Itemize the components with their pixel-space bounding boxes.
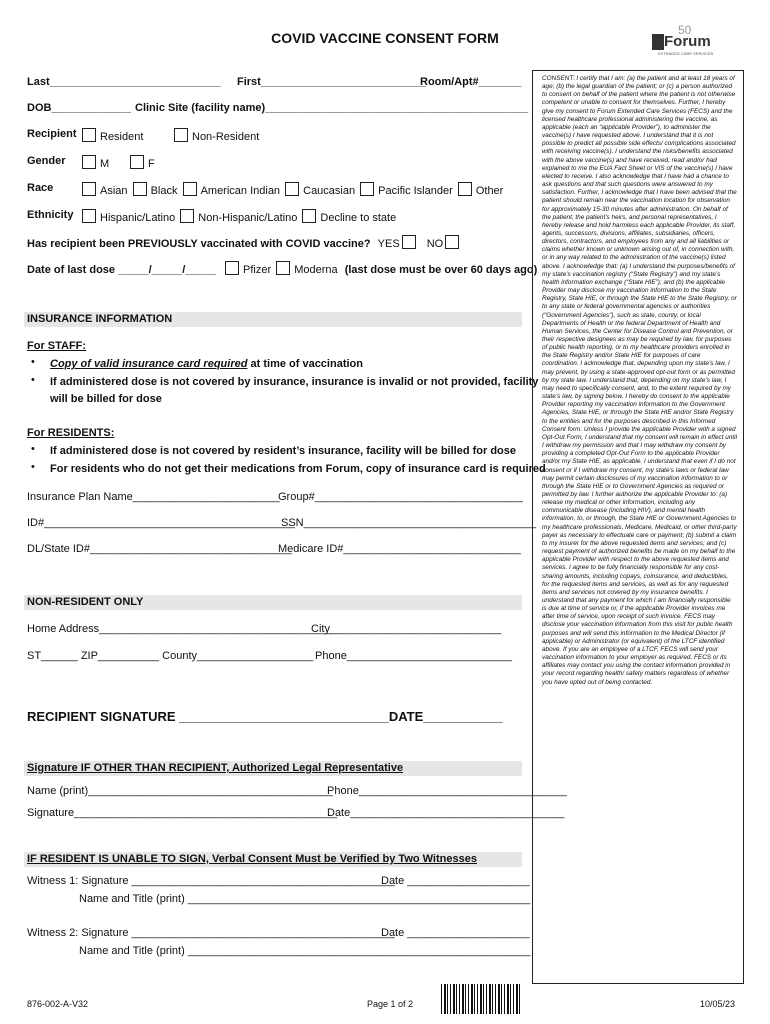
recipient-label: Recipient [27,128,77,140]
consent-box [532,70,744,984]
consent-text: CONSENT: I certify that I am: (a) the patient and at least 18 years of age; (b) the legal guardian of the patient; or (c) a person authorized to consent on behalf of the patient where the patient is not otherwise competent or unable to consent for themselves. Further, I hereby give my consent to Forum Extended Care Services (FECS) and the licensed healthcare professional administering the vaccine, as applicable (each an “applicable Provider”), to administer the vaccine(s) I have requested above. I understand that it is not possible to predict all possible side effects/ complications associated with receiving vaccine(s). I understand the risks/benefits associated with the above vaccine(s) and have received, read and/or had explained to me the EUA Fact Sheet or VIS of the vaccine(s) I have elected to receive. I also acknowledge that I have had a chance to ask questions and that such questions were answered to my satisfaction. Further, I acknowledge that I have been advised that the patient should remain near the vaccination location for observation for approximately 15-30 minutes after administration. On behalf of the patient, the patient’s heirs, and personal representatives, I hereby release and hold harmless each applicable Provider, its staff, agents, successors, divisions, affiliates, subsidiaries, officers, directors, contractors, and employees from any and all liabilities or claims whether known or unknown arising out of, in connection with, or in any way related to the administration of the vaccine(s) listed above. I acknowledge that: (a) I understand the purposes/benefits of my state’s vaccination registry (“State Registry”) and my state’s health information exchange (“State HIE”); and (b) the applicable Provider may disclose my vaccination information to the State Registry, State HIE, or through the State HIE to the State Registry, or to any state or federal governmental agencies or authorities (“Government Agencies”), such as state, county, or local Departments of Health or the federal Department of Health and Human Services, the Center for Disease Control and Prevention, or their respective designees as may be required by law, for purposes of public health reporting, or to my healthcare providers enrolled in the State Registry and/or State HIE for purposes of care coordination. I acknowledge that, depending upon my state’s law, I may prevent, by using a state-approved opt-out form or as permitted by my state law. I understand that, depending on my state’s law, I may need to specifically consent, and, to the extent required by my state’s law, by signing below, I hereby do consent to the applicable Provider reporting my vaccination information to the Government Agencies, State HIE, or through the State HIE and/or State Registry to the entities and for the purposes described in this Informed Consent form. Unless I provide the applicable Provider with a signed Opt-Out Form, I understand that my consent will remain in effect until I withdraw my permission and that I may withdraw my consent by providing a completed Opt-Out Form to the applicable Provider and/or my State HIE, as applicable. I understand that even if I do not consent or if I withdraw my consent, my state’s laws or federal law may permit certain disclosures of my vaccination information to or through the State HIE or to Government Agencies as required or permitted by law. I further authorize the applicable Provider to: (a) release my medical or other information, including any communicable disease (including HIV), and mental health information, to, or through, the State HIE or Government Agencies to my healthcare professionals, Medicare, Medicaid, or other third-party payer as necessary to effectuate care or payment; (b) submit a claim to my insurer for the above requested items and services; and (c) request payment of authorized benefits be made on my behalf to the applicable Provider with respect to the above requested items and services. I agree to be fully financially responsible for any cost-sharing amounts, including copays, coinsurance, and deductibles, for the requested items and services, as well as for any requested items and services not covered by my insurance benefits. I understand that any payment for which I am financially responsible is due at time of service or, if the applicable Provider invoices me after time of service, upon receipt of such invoice. FECS may disclose your vaccination information from this visit for public health purposes and will send this information to the Medical Director (if applicable) or Administrator (or equivalent) of the LTCF identified above. If you are an employee of a LTCF, FECS will send your vaccination information to your employer as required. FECS or its affiliates may contact you using the contact information provided in your record regarding health/ safety matters regardless of whether you have opted out of being contacted. [542,75,737,686]
race-american-indian-checkbox[interactable] [183,182,197,196]
hispanic-label: Hispanic/Latino [100,212,176,224]
race-pacific-islander-label: Pacific Islander [378,185,453,197]
race-caucasian-label: Caucasian [303,185,356,197]
legal-rep-header: Signature IF OTHER THAN RECIPIENT, Authorized Legal Representative [27,762,404,774]
non-resident-header: NON-RESIDENT ONLY [27,596,144,608]
barcode [441,984,521,1014]
st-zip-county-field[interactable]: ST______ ZIP__________ County___________________ [27,650,314,662]
bullet-icon: • [31,356,35,368]
insurance-header: INSURANCE INFORMATION [27,313,173,325]
staff-bullet-2-line-1: If administered dose is not covered by insurance, insurance is invalid or not provided, facility [50,376,539,388]
rep-date-field[interactable]: Date___________________________________ [327,807,565,819]
rep-name-print-field[interactable]: Name (print)________________________________________ [27,785,333,797]
page-number: Page 1 of 2 [367,999,414,1009]
witness-2-signature-field[interactable]: Witness 2: Signature ___________________________________________ [27,927,395,939]
race-black-label: Black [150,185,178,197]
for-staff-label: For STAFF: [27,340,87,352]
pfizer-checkbox[interactable] [225,261,239,275]
dob-field[interactable]: DOB_____________ [27,102,131,114]
home-address-field[interactable]: Home Address______________________________________ [27,623,332,635]
race-other-label: Other [475,185,504,197]
logo-number: 50 [678,23,692,37]
last-dose-date-field[interactable]: Date of last dose _____/_____/_____ [27,264,216,276]
decline-checkbox[interactable] [302,209,316,223]
no-checkbox[interactable] [445,235,459,249]
race-label: Race [27,182,54,194]
yes-label: YES [377,238,400,250]
logo-mark [652,34,664,50]
last-name-field[interactable]: Last____________________________ [27,76,221,88]
logo-text: Forum [664,33,711,50]
resident-bullet-1: If administered dose is not covered by resident’s insurance, facility will be billed for dose [50,445,516,457]
bullet-icon: • [31,374,35,386]
insurance-plan-field[interactable]: Insurance Plan Name________________________ [27,491,280,503]
race-pacific-islander-checkbox[interactable] [360,182,374,196]
state-id-field[interactable]: DL/State ID#_________________________________ [27,543,292,555]
gender-f-checkbox[interactable] [130,155,144,169]
pfizer-label: Pfizer [243,264,272,276]
group-number-field[interactable]: Group#__________________________________ [278,491,523,503]
moderna-label: Moderna [294,264,338,276]
rep-phone-field[interactable]: Phone__________________________________ [327,785,567,797]
hispanic-checkbox[interactable] [82,209,96,223]
forum-logo [652,24,712,60]
race-caucasian-checkbox[interactable] [285,182,299,196]
logo-tagline: EXTENDED CARE SERVICES [658,51,714,56]
bullet-icon: • [31,443,35,455]
resident-label: Resident [100,131,144,143]
non-hispanic-checkbox[interactable] [180,209,194,223]
race-asian-checkbox[interactable] [82,182,96,196]
staff-bullet-2-line-2: will be billed for dose [50,393,162,405]
form-number: 876-002-A-V32 [27,999,89,1009]
witness-1-date-field[interactable]: Date ____________________ [381,875,530,887]
gender-m-checkbox[interactable] [82,155,96,169]
first-name-field[interactable]: First___________________________ [237,76,427,88]
gender-label: Gender [27,155,66,167]
bullet-icon: • [31,461,35,473]
witness-2-name-field[interactable]: Name and Title (print) ________________________________________________________ [79,945,531,957]
no-label: NO [426,238,444,250]
non-resident-phone-field[interactable]: Phone___________________________ [315,650,512,662]
race-black-checkbox[interactable] [133,182,147,196]
resident-bullet-2: For residents who do not get their medications from Forum, copy of insurance card is required [50,463,546,475]
dose-note: (last dose must be over 60 days ago) [344,264,538,276]
id-number-field[interactable]: ID#_________________________________________ [27,517,295,529]
non-resident-checkbox[interactable] [174,128,188,142]
city-field[interactable]: City____________________________ [311,623,502,635]
race-american-indian-label: American Indian [200,185,281,197]
race-asian-label: Asian [100,185,128,197]
non-hispanic-label: Non-Hispanic/Latino [198,212,298,224]
staff-bullet-1-emphasis: Copy of valid insurance card required [50,358,248,370]
for-residents-label: For RESIDENTS: [27,427,115,439]
previous-vaccination-question: Has recipient been PREVIOUSLY vaccinated with COVID vaccine? [27,238,371,250]
non-resident-label: Non-Resident [192,131,260,143]
recipient-signature-field[interactable]: RECIPIENT SIGNATURE _____________________________DATE___________ [27,709,503,724]
gender-f-label: F [148,158,155,170]
gender-m-label: M [100,158,110,170]
room-apt-field[interactable]: Room/Apt#_______ [420,76,522,88]
resident-checkbox[interactable] [82,128,96,142]
witness-1-name-field[interactable]: Name and Title (print) ________________________________________________________ [79,893,531,905]
rep-signature-field[interactable]: Signature___________________________________________ [27,807,338,819]
ssn-field[interactable]: SSN______________________________________ [281,517,537,529]
clinic-site-field[interactable]: Clinic Site (facility name)___________________________________________ [135,102,529,114]
witness-1-signature-field[interactable]: Witness 1: Signature ___________________________________________ [27,875,395,887]
form-title: COVID VACCINE CONSENT FORM [271,30,499,46]
medicare-id-field[interactable]: Medicare ID#_____________________________ [278,543,521,555]
yes-checkbox[interactable] [402,235,416,249]
moderna-checkbox[interactable] [276,261,290,275]
decline-label: Decline to state [320,212,397,224]
race-other-checkbox[interactable] [458,182,472,196]
revision-date: 10/05/23 [700,999,736,1009]
ethnicity-label: Ethnicity [27,209,74,221]
staff-bullet-1-rest: at time of vaccination [247,358,363,370]
witness-header: IF RESIDENT IS UNABLE TO SIGN, Verbal Consent Must be Verified by Two Witnesses [27,853,477,865]
witness-2-date-field[interactable]: Date ____________________ [381,927,530,939]
